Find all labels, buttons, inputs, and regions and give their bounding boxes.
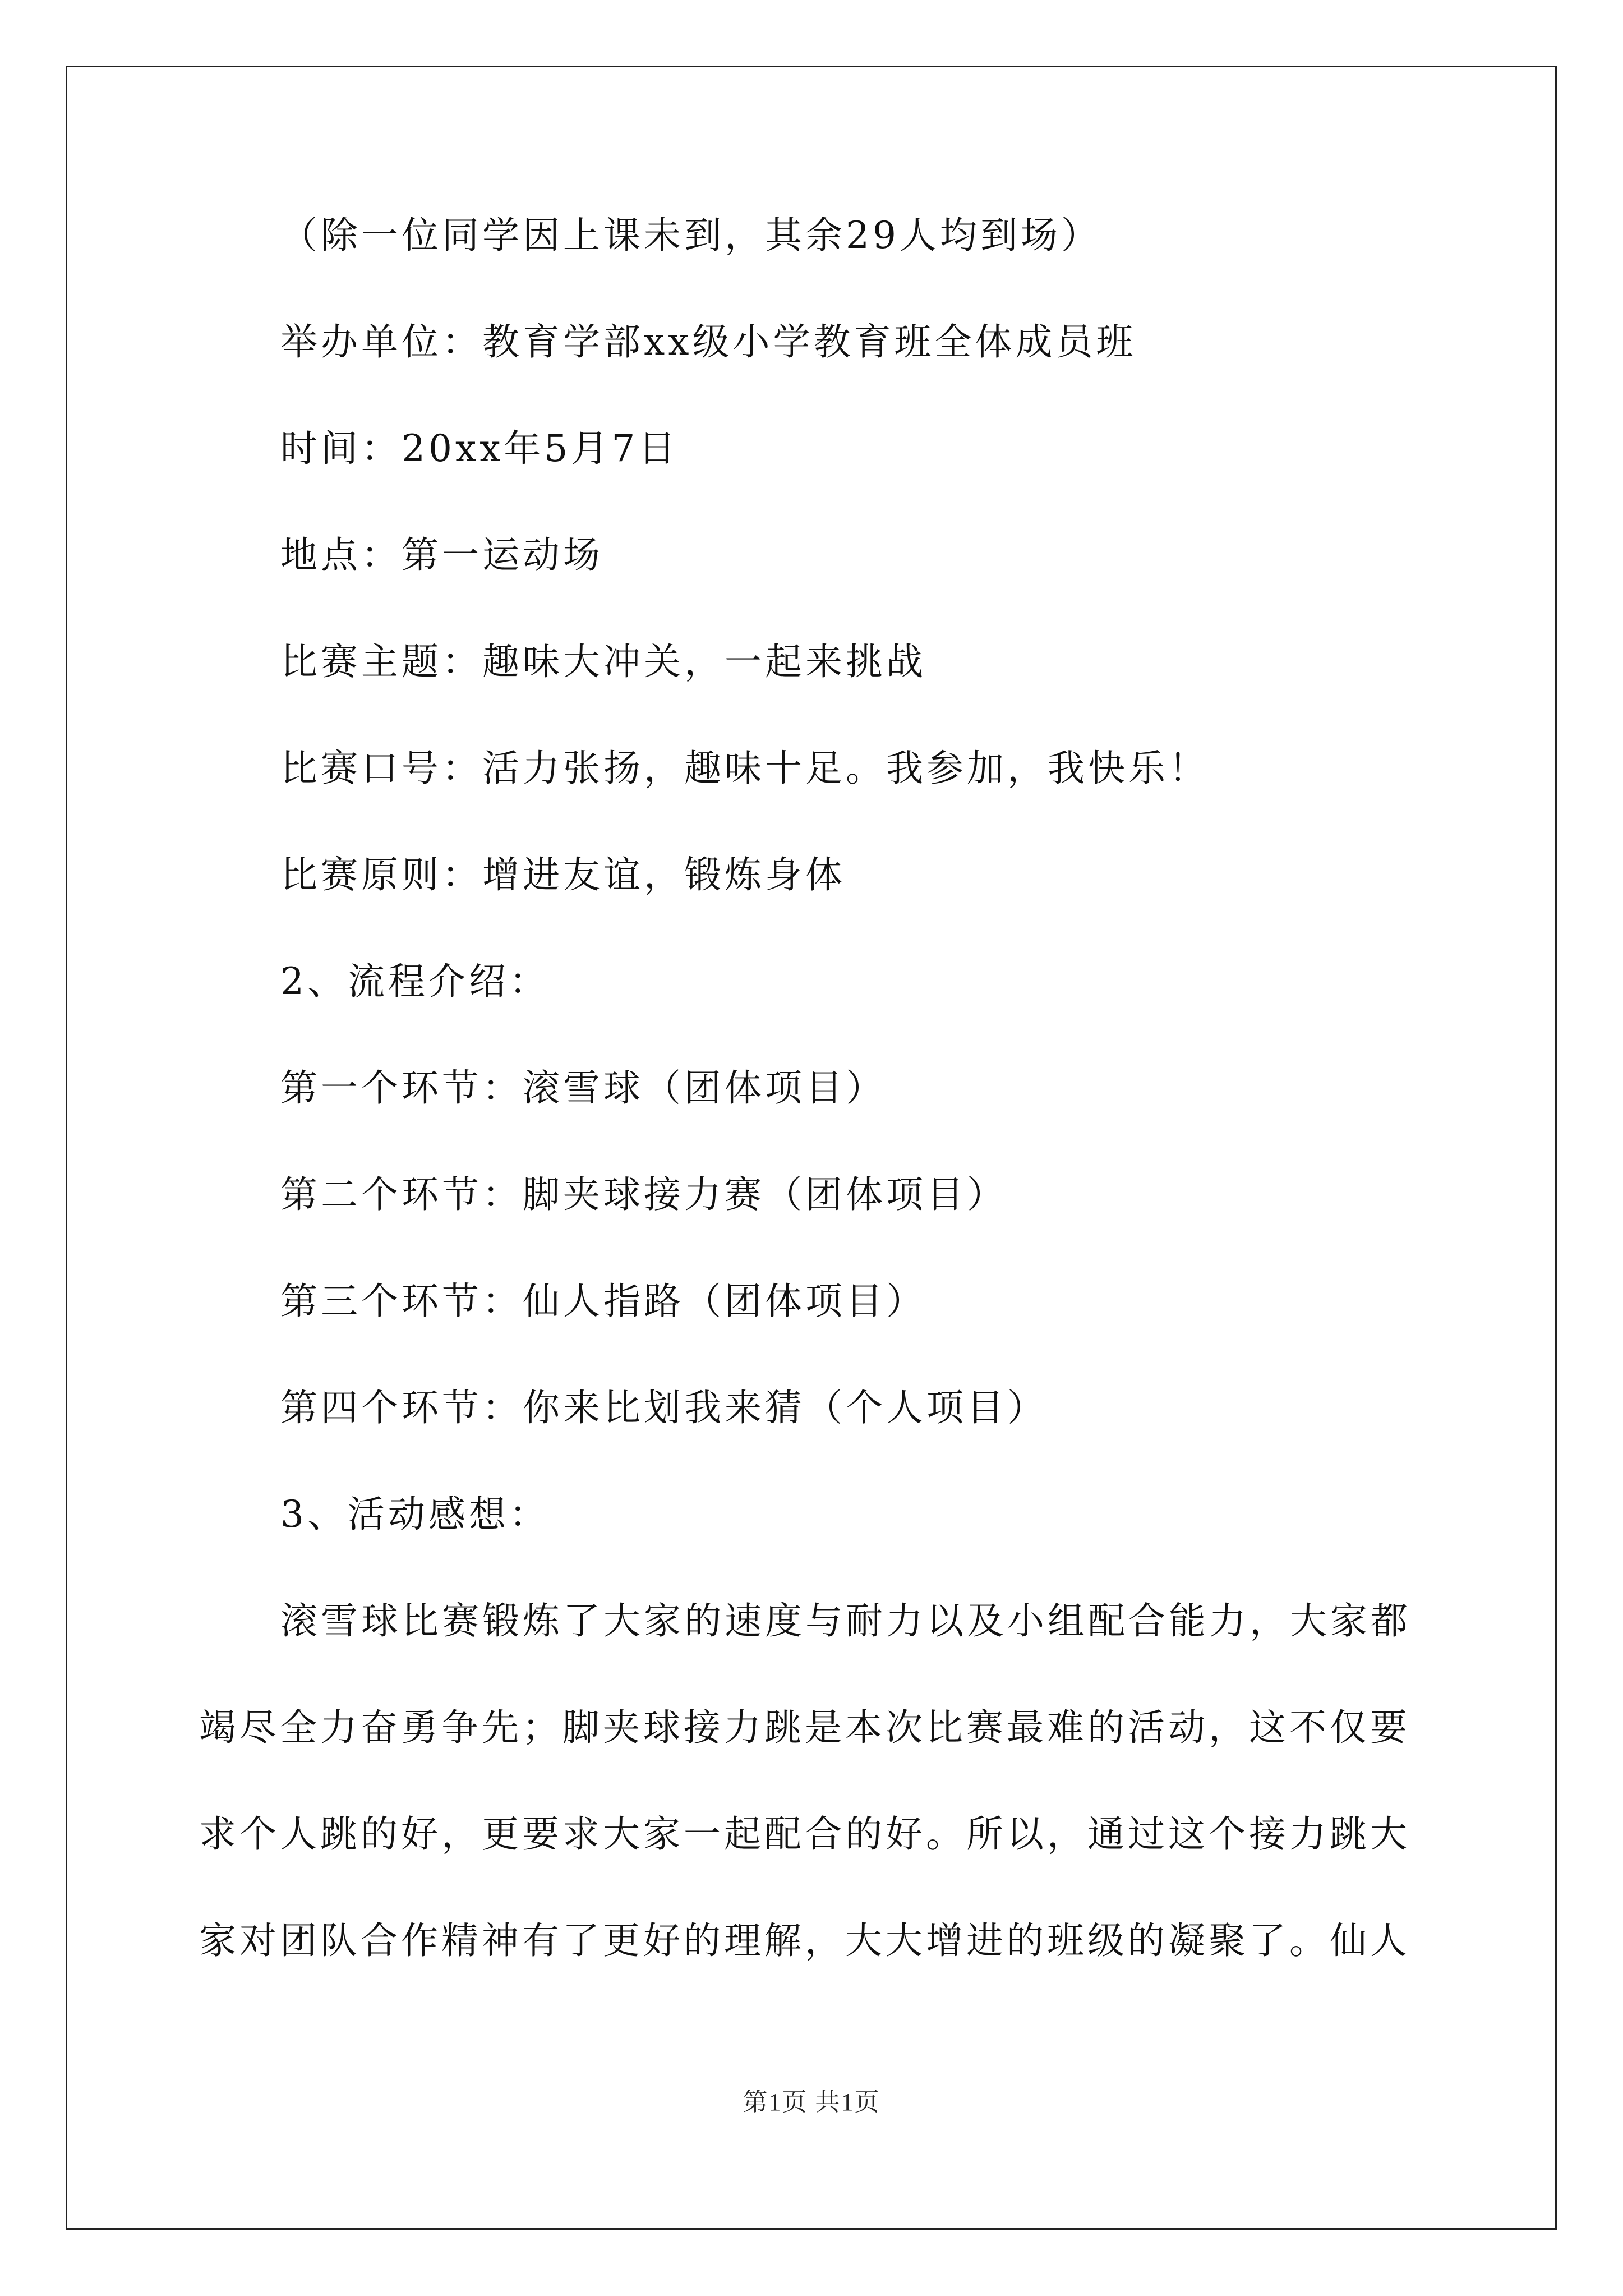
stage-1-line: 第一个环节：滚雪球（团体项目） — [280, 1066, 886, 1110]
paragraph-line: 家对团队合作精神有了更好的理解，大大增进的班级的凝聚了。仙人 — [199, 1919, 1410, 1962]
page-footer: 第1页 共1页 — [743, 2088, 880, 2116]
attendance-note: （除一位同学因上课未到，其余29人均到场） — [280, 214, 1101, 257]
section-heading-process: 2、流程介绍： — [280, 960, 550, 1003]
paragraph-line: 求个人跳的好，更要求大家一起配合的好。所以，通过这个接力跳大 — [199, 1812, 1410, 1856]
organizer-line: 举办单位：教育学部xx级小学教育班全体成员班 — [280, 320, 1137, 364]
date-line: 时间：20xx年5月7日 — [280, 427, 679, 470]
principle-line: 比赛原则：增进友谊，锻炼身体 — [280, 853, 846, 896]
slogan-line: 比赛口号：活力张扬，趣味十足。我参加，我快乐！ — [280, 747, 1209, 790]
location-line: 地点：第一运动场 — [280, 533, 603, 577]
section-heading-reflection: 3、活动感想： — [280, 1493, 550, 1536]
theme-line: 比赛主题：趣味大冲关，一起来挑战 — [280, 640, 926, 683]
stage-4-line: 第四个环节：你来比划我来猜（个人项目） — [280, 1386, 1048, 1429]
paragraph-line: 竭尽全力奋勇争先；脚夹球接力跳是本次比赛最难的活动，这不仅要 — [199, 1706, 1410, 1749]
page-border — [66, 66, 1557, 2230]
stage-2-line: 第二个环节：脚夹球接力赛（团体项目） — [280, 1173, 1007, 1216]
paragraph-line: 滚雪球比赛锻炼了大家的速度与耐力以及小组配合能力，大家都 — [280, 1599, 1411, 1642]
stage-3-line: 第三个环节：仙人指路（团体项目） — [280, 1280, 926, 1323]
